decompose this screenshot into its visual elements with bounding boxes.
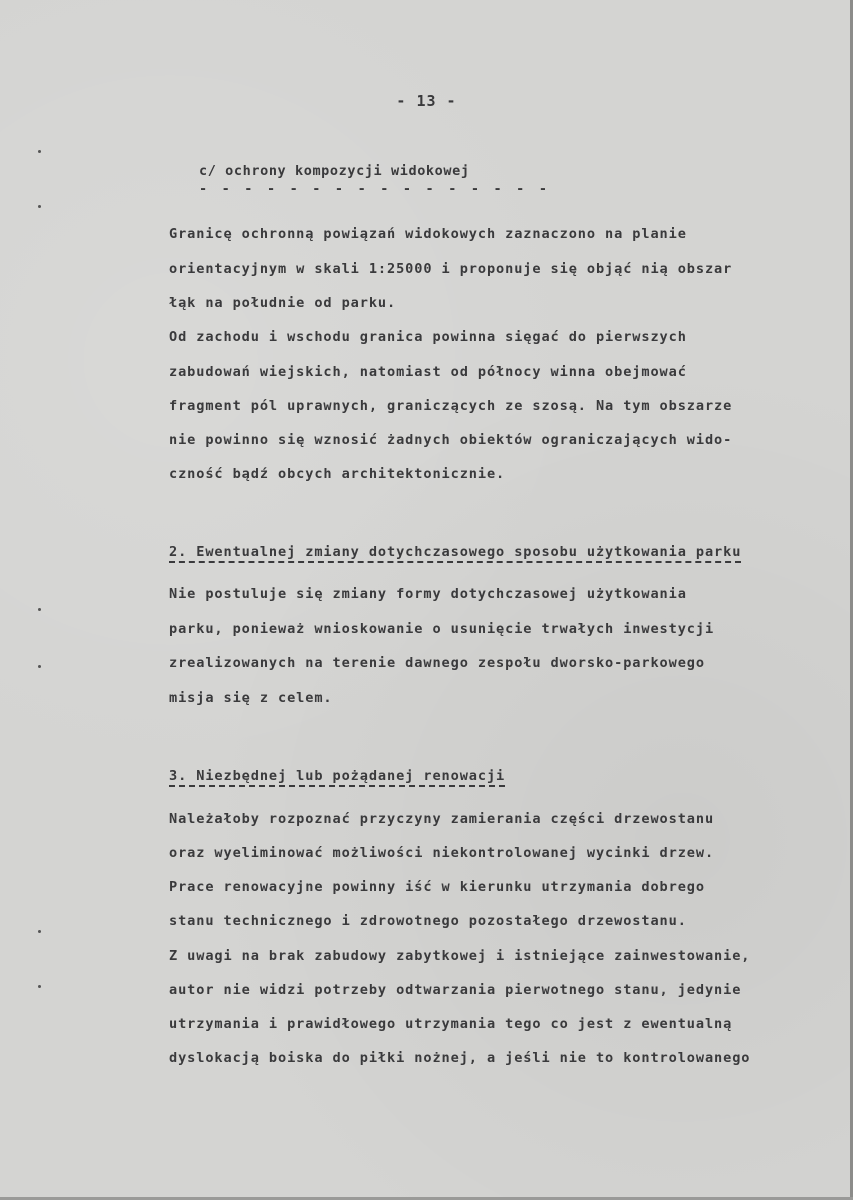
section-c-underline: - - - - - - - - - - - - - - - - xyxy=(199,181,551,197)
margin-mark xyxy=(38,608,41,611)
section-2-line: misja się z celem. xyxy=(169,690,333,706)
margin-mark xyxy=(38,985,41,988)
section-3-line: Prace renowacyjne powinny iść w kierunku utrzymania dobrego xyxy=(169,879,705,895)
section-3-line: Należałoby rozpoznać przyczyny zamierania części drzewostanu xyxy=(169,811,715,827)
margin-mark xyxy=(38,150,41,153)
section-2-line: zrealizowanych na terenie dawnego zespołu dworsko-parkowego xyxy=(169,655,705,671)
section-2-line: parku, ponieważ wnioskowanie o usunięcie trwałych inwestycji xyxy=(169,621,715,637)
section-c-line: fragment pól uprawnych, graniczących ze szosą. Na tym obszarze xyxy=(169,398,733,414)
section-c-line: Od zachodu i wschodu granica powinna sięgać do pierwszych xyxy=(169,329,687,345)
section-3-line: autor nie widzi potrzeby odtwarzania pierwotnego stanu, jedynie xyxy=(169,982,742,998)
margin-mark xyxy=(38,665,41,668)
section-3-line: stanu technicznego i zdrowotnego pozostałego drzewostanu. xyxy=(169,913,687,929)
section-c-line: nie powinno się wznosić żadnych obiektów ograniczających wido- xyxy=(169,432,733,448)
section-c-line: czność bądź obcych architektonicznie. xyxy=(169,466,506,482)
section-3-line: Z uwagi na brak zabudowy zabytkowej i istniejące zainwestowanie, xyxy=(169,948,751,964)
section-3-line: dyslokacją boiska do piłki nożnej, a jeśli nie to kontrolowanego xyxy=(169,1050,751,1066)
page-number: - 13 - xyxy=(396,92,457,110)
section-c-title: c/ ochrony kompozycji widokowej xyxy=(199,163,470,179)
section-3-heading: 3. Niezbędnej lub pożądanej renowacji xyxy=(169,768,505,787)
section-2-heading: 2. Ewentualnej zmiany dotychczasowego sposobu użytkowania parku xyxy=(169,544,741,563)
section-c-line: Granicę ochronną powiązań widokowych zaznaczono na planie xyxy=(169,226,687,242)
section-3-line: oraz wyeliminować możliwości niekontrolowanej wycinki drzew. xyxy=(169,845,715,861)
section-c-line: orientacyjnym w skali 1:25000 i proponuje się objąć nią obszar xyxy=(169,261,733,277)
section-2-line: Nie postuluje się zmiany formy dotychczasowej użytkowania xyxy=(169,586,687,602)
section-3-line: utrzymania i prawidłowego utrzymania tego co jest z ewentualną xyxy=(169,1016,733,1032)
margin-mark xyxy=(38,930,41,933)
section-c-line: zabudowań wiejskich, natomiast od północy winna obejmować xyxy=(169,364,687,380)
margin-mark xyxy=(38,205,41,208)
section-c-line: łąk na południe od parku. xyxy=(169,295,397,311)
